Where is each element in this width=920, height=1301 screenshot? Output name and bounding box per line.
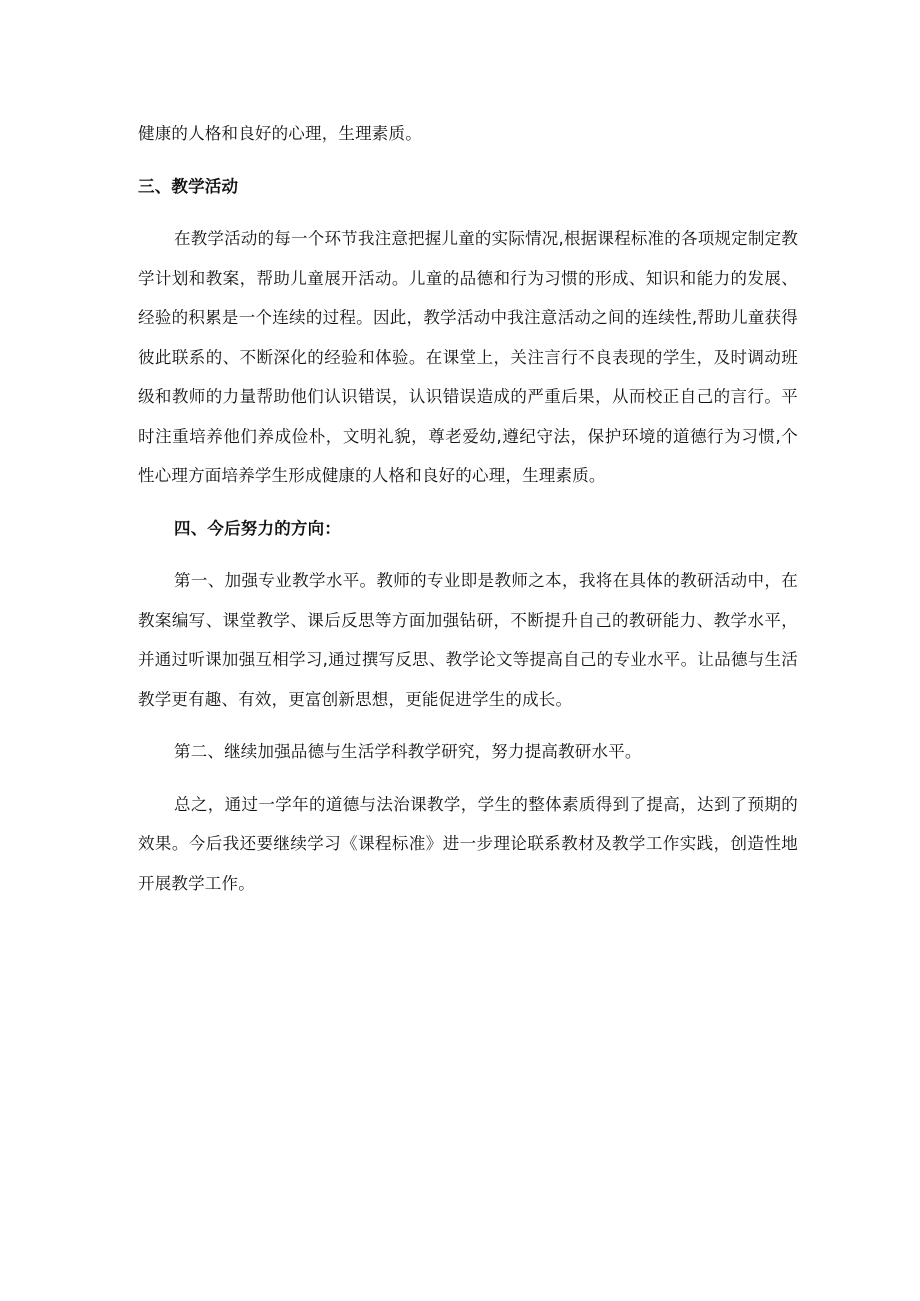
intro-paragraph: 健康的人格和良好的心理，生理素质。 bbox=[138, 124, 422, 143]
document-body bbox=[138, 114, 798, 916]
section-heading-teaching-activities: 三、教学活动 bbox=[138, 176, 239, 196]
summary-paragraph: 总之，通过一学年的道德与法治课教学，学生的整体素质得到了提高，达到了预期的效果。今后我还要继续学习《课程标准》进一步理论联系教材及教学工作实践，创造性地开展教学工作。 bbox=[138, 794, 798, 893]
second-point-paragraph: 第二、继续加强品德与生活学科教学研究，努力提高教研水平。 bbox=[174, 742, 642, 761]
first-point-paragraph: 第一、加强专业教学水平。教师的专业即是教师之本，我将在具体的教研活动中，在教案编写、课堂教学、课后反思等方面加强钻研，不断提升自己的教研能力、教学水平，并通过听课加强互相学习,通过撰写反思、教学论文等提高自己的专业水平。让品德与生活教学更有趣、有效，更富创新思想，更能促进学生的成长。 bbox=[138, 571, 798, 709]
section-heading-future-direction: 四、今后努力的方向： bbox=[174, 518, 341, 538]
teaching-activities-paragraph: 在教学活动的每一个环节我注意把握儿童的实际情况,根据课程标准的各项规定制定教学计划和教案，帮助儿童展开活动。儿童的品德和行为习惯的形成、知识和能力的发展、经验的积累是一个连续的过程。因此，教学活动中我注意活动之间的连续性,帮助儿童获得彼此联系的、不断深化的经验和体验。在课堂上，关注言行不良表现的学生，及时调动班级和教师的力量帮助他们认识错误，认识错误造成的严重后果，从而校正自己的言行。平时注重培养他们养成俭朴，文明礼貌，尊老爱幼,遵纪守法，保护环境的道德行为习惯,个性心理方面培养学生形成健康的人格和良好的心理，生理素质。 bbox=[138, 229, 798, 485]
